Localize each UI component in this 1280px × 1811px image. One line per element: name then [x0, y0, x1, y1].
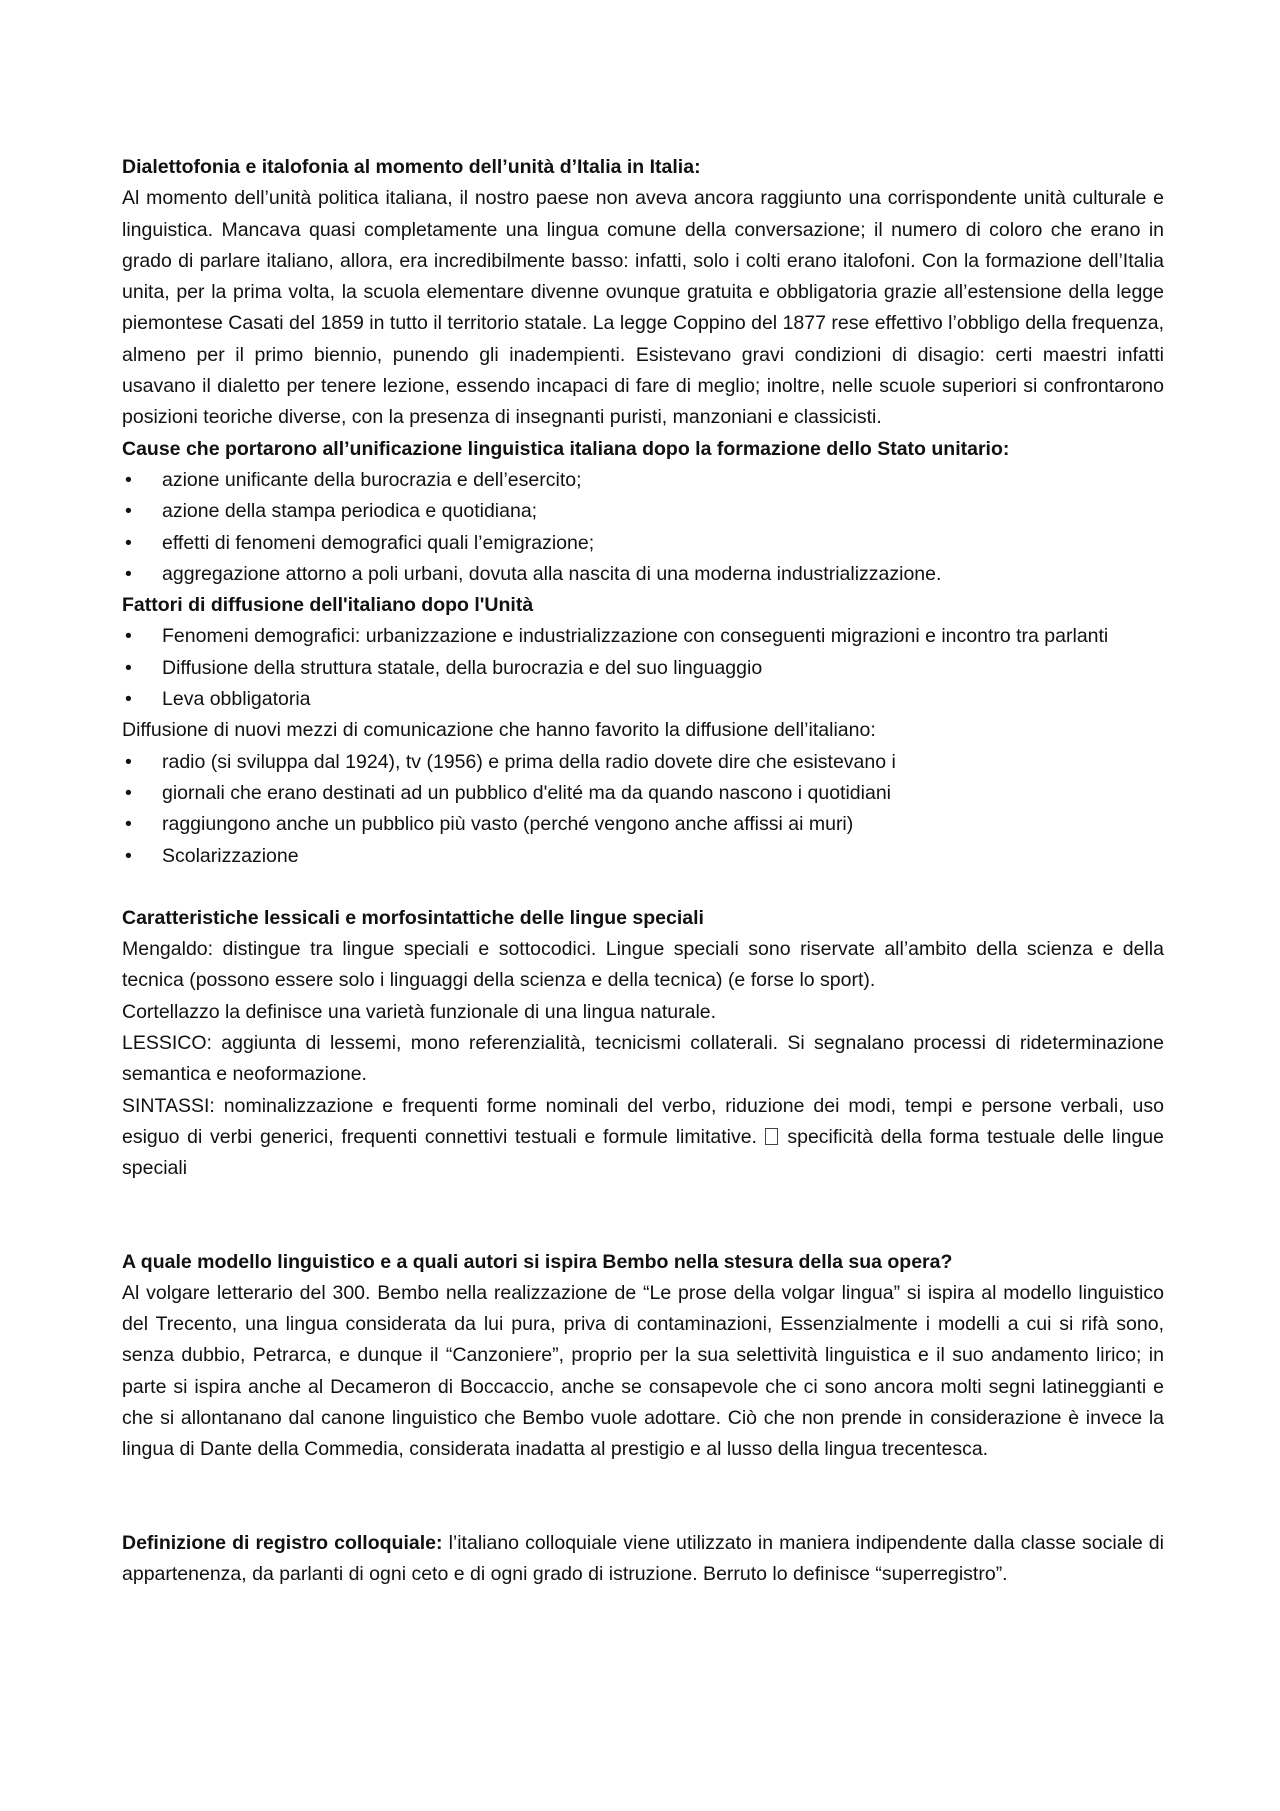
paragraph-dialettofonia: Al momento dell’unità politica italiana, il nostro paese non aveva ancora raggiunto una corrispondente unità culturale e linguistica. Mancava quasi completamente una lingua comune della conversazione; il numero di coloro che erano in grado di parlare italiano, allora, era incredibilmente basso: infatti, solo i colti erano italofoni. Con la formazione dell’Italia unita, per la prima volta, la scuola elementare divenne ovunque gratuita e obbligatoria grazie all’estensione della legge piemontese Casati del 1859 in tutto il territorio statale. La legge Coppino del 1877 rese effettivo l’obbligo della frequenza, almeno per il primo biennio, punendo gli inadempienti. Esistevano gravi condizioni di disagio: certi maestri infatti usavano il dialetto per tenere lezione, essendo incapaci di fare di meglio; inoltre, nelle scuole superiori si confrontarono posizioni teoriche diverse, con la presenza di insegnanti puristi, manzoniani e classicisti. [122, 187, 1164, 429]
paragraph-mengaldo: Mengaldo: distingue tra lingue speciali e sottocodici. Lingue speciali sono riservate all’ambito della scienza e della tecnica (possono essere solo i linguaggi della scienza e della tecnica) (e forse lo sport). [122, 938, 1164, 992]
list-item: • raggiungono anche un pubblico più vasto (perché vengono anche affissi ai muri) [122, 809, 1164, 840]
paragraph-registro-colloquiale [122, 1528, 1164, 1591]
list-item: • Leva obbligatoria [122, 684, 1164, 715]
spacer [122, 1185, 1164, 1247]
paragraph-sintassi [122, 1091, 1164, 1185]
section-heading-bembo: A quale modello linguistico e a quali autori si ispira Bembo nella stesura della sua opera? [122, 1250, 953, 1273]
list-item: • effetti di fenomeni demografici quali l’emigrazione; [122, 528, 1164, 559]
paragraph-lessico: LESSICO: aggiunta di lessemi, mono referenzialità, tecnicismi collaterali. Si segnalano processi di rideterminazione semantica e neoformazione. [122, 1032, 1164, 1086]
spacer [122, 872, 1164, 903]
mezzi-list [122, 747, 1164, 872]
list-item: • giornali che erano destinati ad un pubblico d'elité ma da quando nascono i quotidiani [122, 778, 1164, 809]
missing-glyph-icon [765, 1128, 778, 1145]
paragraph-mezzi-intro: Diffusione di nuovi mezzi di comunicazione che hanno favorito la diffusione dell’italiano: [122, 719, 876, 742]
sintassi-conclusion: specificità della forma testuale delle lingue speciali [122, 1125, 1164, 1180]
list-item: • azione della stampa periodica e quotidiana; [122, 496, 1164, 527]
paragraph-cortellazzo: Cortellazzo la definisce una varietà funzionale di una lingua naturale. [122, 1000, 717, 1023]
registro-body: l’italiano colloquiale viene utilizzato in maniera indipendente dalla classe sociale di appartenenza, da parlanti di ogni ceto e di ogni grado di istruzione. Berruto lo definisce “superregistro”. [122, 1531, 1164, 1585]
sintassi-text: SINTASSI: nominalizzazione e frequenti forme nominali del verbo, riduzione dei modi, tempi e persone verbali, uso esiguo di verbi generici, frequenti connettivi testuali e formule limitative. [122, 1094, 1164, 1148]
fattori-list [122, 621, 1164, 715]
list-item: • Scolarizzazione [122, 841, 1164, 872]
cause-list [122, 465, 1164, 590]
section-heading-fattori: Fattori di diffusione dell'italiano dopo l'Unità [122, 594, 534, 617]
section-heading-dialettofonia: Dialettofonia e italofonia al momento dell’unità d’Italia in Italia: [122, 156, 701, 178]
list-item: • Diffusione della struttura statale, della burocrazia e del suo linguaggio [122, 653, 1164, 684]
section-heading-cause: Cause che portarono all’unificazione linguistica italiana dopo la formazione dello Stato unitario: [122, 437, 1010, 460]
document-page [122, 152, 1164, 1590]
section-heading-lingue-speciali: Caratteristiche lessicali e morfosintattiche delle lingue speciali [122, 906, 704, 929]
paragraph-bembo: Al volgare letterario del 300. Bembo nella realizzazione de “Le prose della volgar lingua” si ispira al modello linguistico del Trecento, una lingua considerata da lui pura, priva di contaminazioni, Essenzialmente i modelli a cui si rifà sono, senza dubbio, Petrarca, e dunque il “Canzoniere”, proprio per la sua selettività linguistica e il suo andamento lirico; in parte si ispira anche al Decameron di Boccaccio, anche se consapevole che ci sono ancora molti segni latineggianti e che si allontanano dal canone linguistico che Bembo vuole adottare. Ciò che non prende in considerazione è invece la lingua di Dante della Commedia, considerata inadatta al prestigio e al lusso della lingua trecentesca. [122, 1281, 1164, 1461]
list-item: • aggregazione attorno a poli urbani, dovuta alla nascita di una moderna industrializzazione. [122, 559, 1164, 590]
list-item: • azione unificante della burocrazia e dell’esercito; [122, 465, 1164, 496]
list-item: • Fenomeni demografici: urbanizzazione e industrializzazione con conseguenti migrazioni e incontro tra parlanti [122, 621, 1164, 652]
list-item: • radio (si sviluppa dal 1924), tv (1956) e prima della radio dovete dire che esistevano i [122, 747, 1164, 778]
spacer [122, 1466, 1164, 1528]
registro-heading: Definizione di registro colloquiale: [122, 1531, 443, 1554]
